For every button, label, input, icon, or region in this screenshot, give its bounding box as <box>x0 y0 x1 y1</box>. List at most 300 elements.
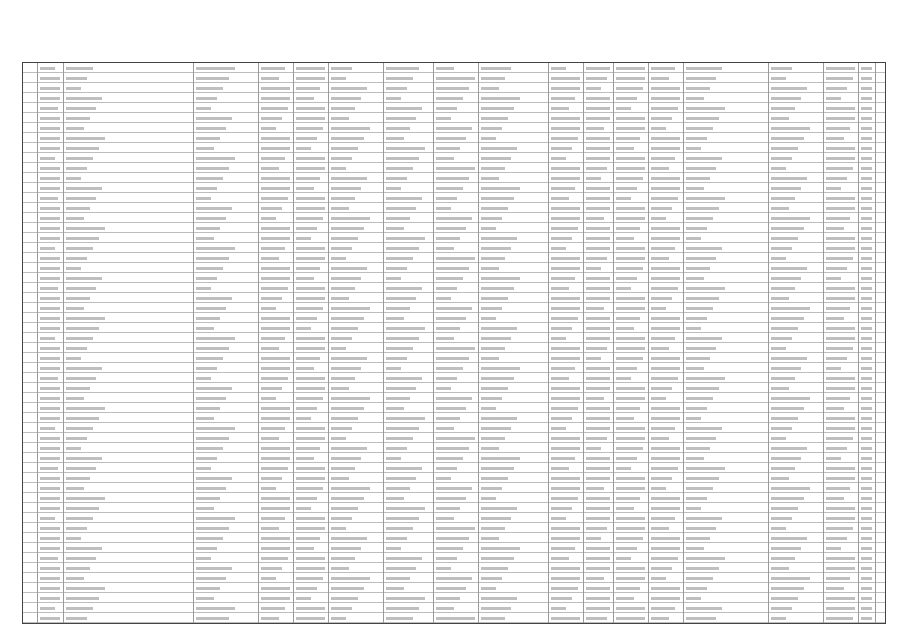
cell-placeholder <box>771 177 807 180</box>
cell-placeholder <box>771 487 810 490</box>
cell-placeholder <box>331 547 361 550</box>
cell-placeholder <box>616 307 645 310</box>
cell-placeholder <box>386 477 416 480</box>
cell-placeholder <box>66 567 90 570</box>
cell-placeholder <box>616 87 643 90</box>
cell-placeholder <box>771 197 795 200</box>
cell-placeholder <box>296 367 314 370</box>
cell-placeholder <box>686 287 725 290</box>
cell-placeholder <box>296 527 325 530</box>
cell-placeholder <box>40 587 60 590</box>
cell-placeholder <box>481 107 514 110</box>
cell-placeholder <box>616 277 637 280</box>
cell-placeholder <box>66 337 93 340</box>
cell-placeholder <box>66 397 84 400</box>
cell-placeholder <box>616 267 643 270</box>
cell-placeholder <box>296 307 323 310</box>
cell-placeholder <box>686 277 704 280</box>
cell-placeholder <box>826 407 844 410</box>
cell-placeholder <box>771 157 792 160</box>
cell-placeholder <box>296 577 323 580</box>
cell-placeholder <box>436 257 475 260</box>
cell-placeholder <box>296 147 311 150</box>
cell-placeholder <box>771 167 786 170</box>
cell-placeholder <box>686 437 716 440</box>
cell-placeholder <box>386 597 425 600</box>
cell-placeholder <box>686 327 701 330</box>
cell-placeholder <box>436 497 466 500</box>
cell-placeholder <box>66 457 102 460</box>
cell-placeholder <box>331 427 352 430</box>
cell-placeholder <box>40 497 60 500</box>
cell-placeholder <box>331 617 346 620</box>
cell-placeholder <box>481 367 520 370</box>
cell-placeholder <box>551 437 580 440</box>
cell-placeholder <box>261 297 282 300</box>
cell-placeholder <box>686 427 722 430</box>
cell-placeholder <box>551 117 580 120</box>
cell-placeholder <box>481 167 505 170</box>
cell-placeholder <box>686 497 707 500</box>
cell-placeholder <box>261 107 288 110</box>
cell-placeholder <box>826 367 841 370</box>
cell-placeholder <box>196 417 214 420</box>
cell-placeholder <box>386 567 416 570</box>
cell-placeholder <box>686 537 710 540</box>
cell-placeholder <box>296 227 317 230</box>
cell-placeholder <box>861 167 872 170</box>
cell-placeholder <box>331 487 370 490</box>
cell-placeholder <box>551 447 580 450</box>
cell-placeholder <box>826 147 855 150</box>
cell-placeholder <box>66 417 99 420</box>
cell-placeholder <box>686 157 722 160</box>
cell-placeholder <box>826 207 855 210</box>
cell-placeholder <box>861 427 872 430</box>
cell-placeholder <box>586 587 610 590</box>
cell-placeholder <box>651 617 669 620</box>
cell-placeholder <box>771 447 807 450</box>
cell-placeholder <box>331 387 349 390</box>
cell-placeholder <box>826 447 847 450</box>
cell-placeholder <box>861 207 872 210</box>
cell-placeholder <box>686 457 704 460</box>
cell-placeholder <box>386 187 401 190</box>
cell-placeholder <box>651 297 672 300</box>
cell-placeholder <box>861 317 872 320</box>
cell-placeholder <box>196 447 223 450</box>
cell-placeholder <box>586 567 610 570</box>
cell-placeholder <box>66 467 96 470</box>
cell-placeholder <box>551 367 575 370</box>
cell-placeholder <box>386 317 404 320</box>
cell-placeholder <box>616 287 631 290</box>
cell-placeholder <box>861 87 872 90</box>
cell-placeholder <box>261 387 282 390</box>
cell-placeholder <box>296 347 325 350</box>
cell-placeholder <box>861 597 872 600</box>
cell-placeholder <box>436 417 460 420</box>
cell-placeholder <box>586 467 610 470</box>
cell-placeholder <box>551 607 566 610</box>
cell-placeholder <box>196 197 211 200</box>
cell-placeholder <box>686 177 710 180</box>
cell-placeholder <box>586 417 610 420</box>
cell-placeholder <box>551 327 572 330</box>
cell-placeholder <box>771 257 786 260</box>
cell-placeholder <box>331 317 364 320</box>
cell-placeholder <box>331 297 349 300</box>
cell-placeholder <box>616 337 645 340</box>
cell-placeholder <box>481 117 508 120</box>
cell-placeholder <box>436 237 460 240</box>
cell-placeholder <box>261 87 290 90</box>
cell-placeholder <box>386 467 422 470</box>
cell-placeholder <box>861 397 872 400</box>
cell-placeholder <box>861 507 872 510</box>
cell-placeholder <box>66 67 93 70</box>
cell-placeholder <box>861 567 872 570</box>
cell-placeholder <box>196 357 223 360</box>
cell-placeholder <box>40 597 60 600</box>
cell-placeholder <box>826 557 855 560</box>
cell-placeholder <box>616 137 640 140</box>
cell-placeholder <box>826 197 855 200</box>
cell-placeholder <box>66 447 81 450</box>
cell-placeholder <box>686 307 713 310</box>
cell-placeholder <box>861 157 872 160</box>
cell-placeholder <box>436 157 454 160</box>
cell-placeholder <box>686 467 725 470</box>
cell-placeholder <box>66 137 105 140</box>
cell-placeholder <box>481 397 502 400</box>
cell-placeholder <box>551 67 566 70</box>
cell-placeholder <box>771 617 786 620</box>
cell-placeholder <box>40 167 60 170</box>
cell-placeholder <box>616 97 637 100</box>
cell-placeholder <box>386 87 407 90</box>
cell-placeholder <box>196 567 232 570</box>
cell-placeholder <box>296 477 325 480</box>
cell-placeholder <box>386 247 419 250</box>
cell-placeholder <box>436 447 469 450</box>
cell-placeholder <box>296 427 325 430</box>
cell-placeholder <box>771 287 795 290</box>
cell-placeholder <box>861 337 872 340</box>
cell-placeholder <box>481 557 514 560</box>
cell-placeholder <box>686 337 722 340</box>
cell-placeholder <box>481 527 505 530</box>
cell-placeholder <box>66 377 96 380</box>
cell-placeholder <box>651 517 675 520</box>
cell-placeholder <box>826 227 844 230</box>
cell-placeholder <box>651 117 672 120</box>
cell-placeholder <box>551 467 569 470</box>
cell-placeholder <box>436 457 463 460</box>
cell-placeholder <box>551 347 580 350</box>
cell-placeholder <box>40 287 58 290</box>
cell-placeholder <box>826 67 855 70</box>
cell-placeholder <box>771 77 786 80</box>
cell-placeholder <box>826 327 855 330</box>
cell-placeholder <box>686 527 716 530</box>
cell-placeholder <box>196 277 217 280</box>
cell-placeholder <box>436 287 457 290</box>
cell-placeholder <box>771 297 789 300</box>
cell-placeholder <box>40 617 60 620</box>
cell-placeholder <box>331 257 346 260</box>
cell-placeholder <box>616 107 631 110</box>
cell-placeholder <box>436 107 457 110</box>
cell-placeholder <box>261 357 290 360</box>
cell-placeholder <box>296 467 325 470</box>
cell-placeholder <box>40 257 60 260</box>
cell-placeholder <box>481 427 511 430</box>
cell-placeholder <box>40 407 60 410</box>
cell-placeholder <box>436 327 460 330</box>
cell-placeholder <box>826 527 853 530</box>
cell-placeholder <box>616 527 645 530</box>
cell-placeholder <box>651 397 666 400</box>
cell-placeholder <box>826 577 850 580</box>
cell-placeholder <box>296 167 325 170</box>
cell-placeholder <box>861 67 872 70</box>
cell-placeholder <box>586 537 601 540</box>
cell-placeholder <box>296 67 325 70</box>
cell-placeholder <box>436 97 463 100</box>
cell-placeholder <box>771 187 801 190</box>
cell-placeholder <box>261 247 285 250</box>
cell-placeholder <box>686 237 701 240</box>
cell-placeholder <box>66 607 93 610</box>
cell-placeholder <box>651 447 680 450</box>
cell-placeholder <box>686 197 725 200</box>
cell-placeholder <box>551 597 572 600</box>
cell-placeholder <box>196 477 232 480</box>
cell-placeholder <box>296 87 320 90</box>
cell-placeholder <box>331 247 352 250</box>
cell-placeholder <box>386 377 422 380</box>
cell-placeholder <box>386 137 404 140</box>
cell-placeholder <box>66 107 96 110</box>
cell-placeholder <box>616 507 634 510</box>
cell-placeholder <box>861 477 872 480</box>
cell-placeholder <box>551 87 580 90</box>
cell-placeholder <box>196 127 226 130</box>
cell-placeholder <box>861 357 872 360</box>
cell-placeholder <box>296 157 325 160</box>
cell-placeholder <box>686 387 719 390</box>
cell-placeholder <box>436 587 466 590</box>
cell-placeholder <box>861 187 872 190</box>
cell-placeholder <box>436 167 475 170</box>
cell-placeholder <box>296 297 325 300</box>
cell-placeholder <box>771 477 789 480</box>
cell-placeholder <box>296 407 317 410</box>
cell-placeholder <box>196 267 223 270</box>
cell-placeholder <box>616 567 645 570</box>
cell-placeholder <box>196 537 223 540</box>
cell-placeholder <box>551 137 578 140</box>
cell-placeholder <box>261 127 276 130</box>
cell-placeholder <box>586 197 610 200</box>
cell-placeholder <box>196 117 232 120</box>
cell-placeholder <box>861 237 872 240</box>
cell-placeholder <box>40 77 60 80</box>
cell-placeholder <box>66 557 96 560</box>
cell-placeholder <box>40 357 60 360</box>
cell-placeholder <box>861 407 872 410</box>
cell-placeholder <box>261 487 276 490</box>
cell-placeholder <box>40 427 55 430</box>
cell-placeholder <box>331 447 367 450</box>
cell-placeholder <box>66 247 93 250</box>
register-table <box>22 62 886 624</box>
cell-placeholder <box>826 487 850 490</box>
cell-placeholder <box>551 407 578 410</box>
cell-placeholder <box>436 377 457 380</box>
cell-placeholder <box>261 327 290 330</box>
cell-placeholder <box>586 117 610 120</box>
cell-placeholder <box>551 557 569 560</box>
cell-placeholder <box>861 527 872 530</box>
cell-placeholder <box>296 107 325 110</box>
cell-placeholder <box>771 467 795 470</box>
cell-placeholder <box>196 617 229 620</box>
cell-placeholder <box>40 417 60 420</box>
cell-placeholder <box>66 77 87 80</box>
cell-placeholder <box>40 307 60 310</box>
cell-placeholder <box>386 357 407 360</box>
cell-placeholder <box>40 107 58 110</box>
cell-placeholder <box>686 257 716 260</box>
cell-placeholder <box>66 127 84 130</box>
cell-placeholder <box>331 217 370 220</box>
cell-placeholder <box>826 477 855 480</box>
cell-placeholder <box>296 557 325 560</box>
cell-placeholder <box>586 407 610 410</box>
cell-placeholder <box>686 597 701 600</box>
cell-placeholder <box>386 167 413 170</box>
cell-placeholder <box>296 327 311 330</box>
cell-placeholder <box>331 107 355 110</box>
cell-placeholder <box>861 557 872 560</box>
cell-placeholder <box>66 297 90 300</box>
cell-placeholder <box>481 597 517 600</box>
cell-placeholder <box>66 117 90 120</box>
cell-placeholder <box>481 97 520 100</box>
cell-placeholder <box>586 347 607 350</box>
cell-placeholder <box>826 467 855 470</box>
cell-placeholder <box>40 217 60 220</box>
cell-placeholder <box>331 167 346 170</box>
cell-placeholder <box>586 517 610 520</box>
cell-placeholder <box>551 107 569 110</box>
cell-placeholder <box>771 307 810 310</box>
cell-placeholder <box>686 117 719 120</box>
cell-placeholder <box>616 607 645 610</box>
cell-placeholder <box>861 227 872 230</box>
cell-placeholder <box>651 147 680 150</box>
cell-placeholder <box>771 317 804 320</box>
cell-placeholder <box>40 517 55 520</box>
cell-placeholder <box>586 307 604 310</box>
cell-placeholder <box>481 127 502 130</box>
cell-placeholder <box>616 477 645 480</box>
cell-placeholder <box>40 477 60 480</box>
cell-placeholder <box>296 127 323 130</box>
cell-placeholder <box>40 457 60 460</box>
cell-placeholder <box>861 127 872 130</box>
cell-placeholder <box>616 457 637 460</box>
cell-placeholder <box>651 177 680 180</box>
cell-placeholder <box>331 127 370 130</box>
cell-placeholder <box>196 207 232 210</box>
cell-placeholder <box>436 357 469 360</box>
cell-placeholder <box>261 317 290 320</box>
cell-placeholder <box>771 117 789 120</box>
cell-placeholder <box>40 187 60 190</box>
cell-placeholder <box>436 597 460 600</box>
cell-placeholder <box>40 157 55 160</box>
cell-placeholder <box>826 287 855 290</box>
cell-placeholder <box>616 187 637 190</box>
cell-placeholder <box>261 607 285 610</box>
cell-placeholder <box>481 487 502 490</box>
cell-placeholder <box>686 487 713 490</box>
cell-placeholder <box>331 577 370 580</box>
cell-placeholder <box>551 537 580 540</box>
cell-placeholder <box>296 247 325 250</box>
cell-placeholder <box>481 357 499 360</box>
cell-placeholder <box>771 407 804 410</box>
cell-placeholder <box>616 177 643 180</box>
cell-placeholder <box>771 127 810 130</box>
cell-placeholder <box>586 437 607 440</box>
cell-placeholder <box>481 187 520 190</box>
cell-placeholder <box>586 277 610 280</box>
cell-placeholder <box>40 147 60 150</box>
cell-placeholder <box>586 497 610 500</box>
cell-placeholder <box>296 287 325 290</box>
cell-placeholder <box>861 487 872 490</box>
cell-placeholder <box>826 427 855 430</box>
cell-placeholder <box>40 197 58 200</box>
cell-placeholder <box>651 137 680 140</box>
cell-placeholder <box>586 227 610 230</box>
cell-placeholder <box>481 267 499 270</box>
cell-placeholder <box>481 257 505 260</box>
cell-placeholder <box>386 307 410 310</box>
cell-placeholder <box>40 277 60 280</box>
cell-placeholder <box>331 587 364 590</box>
cell-placeholder <box>586 457 610 460</box>
cell-placeholder <box>386 267 407 270</box>
cell-placeholder <box>196 607 235 610</box>
cell-placeholder <box>686 207 719 210</box>
cell-placeholder <box>261 447 290 450</box>
cell-placeholder <box>481 567 508 570</box>
cell-placeholder <box>331 477 349 480</box>
cell-placeholder <box>386 297 416 300</box>
cell-placeholder <box>481 457 520 460</box>
cell-placeholder <box>296 267 320 270</box>
cell-placeholder <box>66 347 87 350</box>
cell-placeholder <box>40 467 58 470</box>
column-rule <box>433 63 434 623</box>
cell-placeholder <box>651 607 675 610</box>
cell-placeholder <box>331 177 367 180</box>
